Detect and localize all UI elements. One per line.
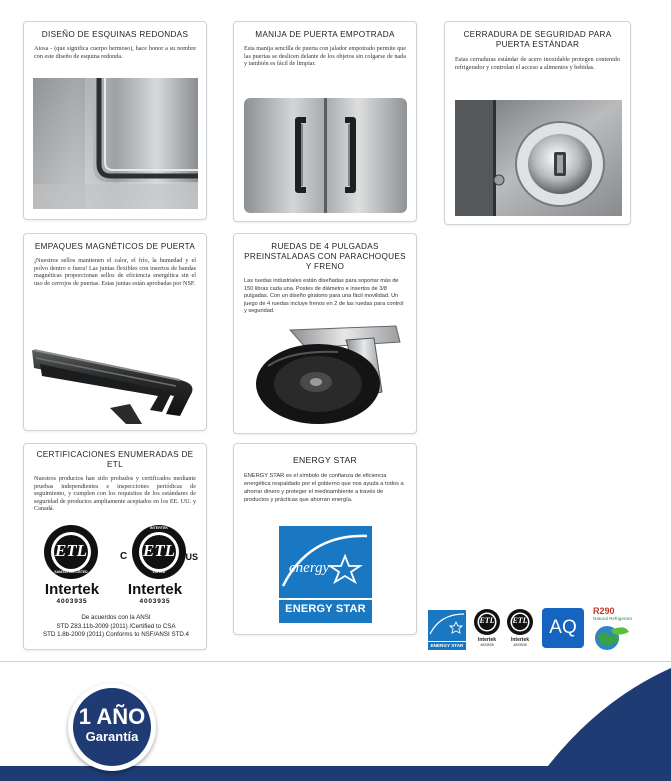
- etl-letters: ETL: [512, 616, 528, 625]
- etl-letters: ETL: [54, 541, 88, 560]
- energy-star-small-label: ENERGY STAR: [430, 643, 464, 648]
- card-energy-star: [233, 443, 417, 635]
- recessed-handle-photo: [244, 98, 407, 213]
- card-body: ENERGY STAR es el símbolo de confianza de eficiencia energética respaldado por el gobierno que nos ayuda a todos a ahorrar dinero y proteger el medioambiente a través de productos y prácticas que ahorran energía.: [244, 473, 404, 503]
- caster-wheel-photo: [246, 322, 408, 430]
- card-title: DISEÑO DE ESQUINAS REDONDAS: [41, 30, 189, 39]
- card-body: Esta manija sencilla de puerta con jalador empotrado permite que las puertas se deslicen delante de los objetos sin colgarse de nada y también es fácil de limpiar.: [244, 45, 407, 68]
- r290-logo: [589, 606, 653, 652]
- card-rounded-corners: [23, 21, 207, 220]
- r290-subtitle: Natural Refrigerant: [593, 616, 632, 621]
- card-body: Estas cerraduras estándar de acero inoxidable protegen contenido refrigerador y controlan el acceso a alimentos y bebidas.: [455, 56, 620, 71]
- energy-star-small-logo: [428, 610, 466, 650]
- intertek-number: 4003935: [56, 598, 88, 605]
- card-title: MANIJA DE PUERTA EMPOTRADA: [255, 30, 395, 39]
- aq-logo: [542, 608, 584, 648]
- etl-letters: ETL: [479, 616, 495, 625]
- card-body: Nuestros productos han sido probados y certificados mediante pruebas independientes e inspecciones periódicas de seguimiento, y cumplen con los requisitos de los estándares de seguridad de productos ampliamente aceptados en los EE. UU. y Canadá.: [34, 475, 196, 513]
- intertek-wordmark: Intertek: [510, 637, 530, 643]
- etl-small-logo-2: [504, 608, 536, 652]
- ansi-footer: [24, 614, 207, 640]
- intertek-number: 4003935: [480, 643, 494, 647]
- r290-title: R290: [593, 606, 615, 616]
- globe-leaf-icon: [591, 622, 631, 652]
- ansi-line-2: STD Z83.11b-2009 (2011) /Certified to CSA: [56, 622, 176, 630]
- energy-script: energy: [289, 560, 330, 576]
- card-title: CERTIFICACIONES ENUMERADAS DE ETL: [36, 450, 194, 469]
- energy-star-label: ENERGY STAR: [285, 603, 366, 615]
- rounded-corner-photo: [33, 78, 198, 209]
- aq-text: AQ: [549, 617, 577, 638]
- door-gasket-photo: [30, 320, 202, 426]
- ansi-line-3: STD 1.8b-2009 (2011) Conforms to NSF/ANSI STD.4: [42, 631, 190, 639]
- etl-c-us-logo: [120, 524, 198, 580]
- intertek-number: 4003935: [139, 598, 171, 605]
- card-casters: [233, 233, 417, 434]
- warranty-label: Garantía: [85, 729, 139, 744]
- card-body: ¡Nuestros sellos mantienen el calor, el frío, la humedad y el polvo dentro o fuera! Las juntas flexibles con insertos de bandas magnéticas proporcionan sellos de eficiencia energética sin el uso de cerrojos de puertas. Estas juntas están aprobadas por NSF.: [34, 257, 196, 287]
- intertek-wordmark: Intertek: [44, 581, 100, 598]
- etl-us-mark: US: [185, 552, 198, 562]
- intertek-right: [120, 581, 190, 606]
- card-title: ENERGY STAR: [292, 455, 358, 465]
- divider: [0, 661, 671, 662]
- etl-c-mark: C: [120, 551, 128, 562]
- card-title: RUEDAS DE 4 PULGADAS PREINSTALADAS CON PARACHOQUES Y FRENO: [244, 242, 406, 271]
- ansi-line-1: De acuerdos con la ANSI: [81, 614, 151, 621]
- etl-listed-text: LISTED: [152, 570, 166, 574]
- etl-ring-top: INTERTEK: [150, 526, 168, 530]
- intertek-wordmark: Intertek: [127, 581, 183, 598]
- intertek-number: 4003935: [513, 643, 527, 647]
- warranty-years: 1 AÑO: [78, 704, 146, 729]
- warranty-badge: [68, 683, 156, 771]
- door-lock-photo: [455, 100, 622, 216]
- energy-star-logo: [279, 526, 372, 623]
- card-security-lock: [444, 21, 631, 225]
- card-recessed-handle: [233, 21, 417, 222]
- etl-letters: ETL: [142, 541, 176, 560]
- etl-small-logo-1: [471, 608, 503, 652]
- etl-sanitation-logo: [41, 524, 101, 580]
- intertek-left: [38, 581, 106, 606]
- intertek-wordmark: Intertek: [477, 637, 497, 643]
- card-title: EMPAQUES MAGNÉTICOS DE PUERTA: [34, 242, 196, 251]
- warranty-badge-inner: [73, 688, 151, 766]
- card-body: Las ruedas industriales están diseñadas para soportar más de 150 libras cada una. Postes de diámetro e insertos de 3/8 pulgadas. Con un diseño giratorio para una fácil movilidad. Un juego de 4 ruedas incluye frenos en 2 de las ruedas para control y seguridad.: [244, 278, 404, 315]
- card-etl-certifications: [23, 443, 207, 650]
- etl-ring-text: SANITATION LISTED: [54, 570, 88, 574]
- card-body: Atosa - (que significa cuerpo hermoso), hace honor a su nombre con este diseño de esquina redonda.: [34, 45, 196, 60]
- card-title: CERRADURA DE SEGURIDAD PARA PUERTA ESTÁNDAR: [463, 30, 612, 49]
- card-magnetic-gaskets: [23, 233, 207, 431]
